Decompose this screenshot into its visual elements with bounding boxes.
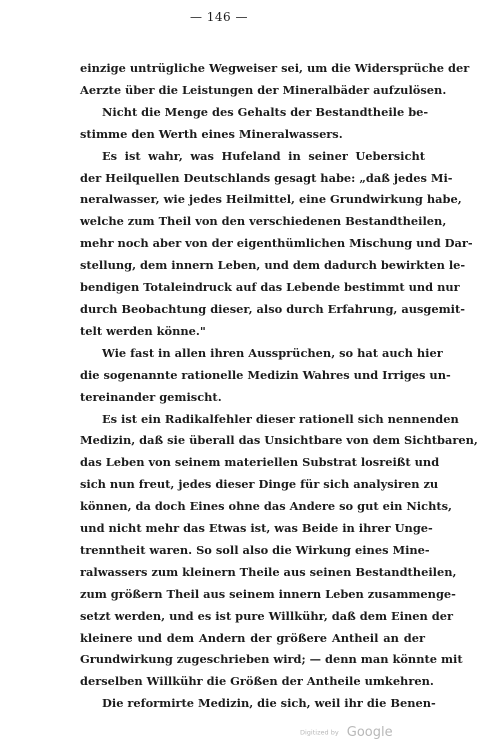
text-line: telt werden könne." bbox=[80, 323, 206, 338]
text-line: derselben Willkühr die Größen der Antheile umkehren. bbox=[80, 674, 434, 689]
body-text bbox=[80, 58, 478, 715]
text-line: bendigen Totaleindruck auf das Lebende bestimmt und nur bbox=[80, 280, 460, 295]
digitized-watermark bbox=[300, 722, 393, 741]
text-line: kleinere und dem Andern der größere Antheil an der bbox=[80, 630, 425, 645]
text-line: stellung, dem innern Leben, und dem dadurch bewirkten le- bbox=[80, 258, 466, 273]
text-line: sich nun freut, jedes dieser Dinge für sich analysiren zu bbox=[80, 477, 439, 492]
text-line: Grundwirkung zugeschrieben wird; — denn man könnte mit bbox=[80, 652, 463, 667]
text-line: Aerzte über die Leistungen der Mineralbäder aufzulösen. bbox=[80, 82, 447, 97]
text-line: Medizin, daß sie überall das Unsichtbare von dem Sichtbaren, bbox=[80, 433, 478, 448]
text-line: Wie fast in allen ihren Aussprüchen, so hat auch hier bbox=[102, 345, 443, 360]
text-line: stimme den Werth eines Mineralwassers. bbox=[80, 126, 343, 141]
text-line: durch Beobachtung dieser, also durch Erfahrung, ausgemit- bbox=[80, 301, 465, 316]
text-line: zum größern Theil aus seinem innern Leben zusammenge- bbox=[80, 586, 456, 601]
text-line: die sogenannte rationelle Medizin Wahres und Irriges un- bbox=[80, 367, 451, 382]
watermark-prefix: Digitized by bbox=[300, 728, 339, 737]
text-line: das Leben von seinem materiellen Substrat losreißt und bbox=[80, 455, 440, 470]
text-line: trenntheit waren. So soll also die Wirkung eines Mine- bbox=[80, 542, 430, 557]
text-line: setzt werden, und es ist pure Willkühr, daß dem Einen der bbox=[80, 608, 453, 623]
text-line: einzige untrügliche Wegweiser sei, um die Widersprüche der bbox=[80, 61, 470, 75]
text-line: Die reformirte Medizin, die sich, weil ihr die Benen- bbox=[102, 696, 436, 711]
text-line: mehr noch aber von der eigenthümlichen Mischung und Dar- bbox=[80, 236, 473, 251]
text-line: tereinander gemischt. bbox=[80, 389, 222, 404]
text-line: welche zum Theil von den verschiedenen Bestandtheilen, bbox=[80, 214, 447, 229]
text-line: und nicht mehr das Etwas ist, was Beide in ihrer Unge- bbox=[80, 521, 433, 536]
text-line: Nicht die Menge des Gehalts der Bestandtheile be- bbox=[102, 104, 429, 119]
text-line: Es ist ein Radikalfehler dieser rationell sich nennenden bbox=[102, 411, 459, 426]
google-logo: Google bbox=[346, 725, 393, 740]
text-line: Es ist wahr, was Hufeland in seiner Uebersicht bbox=[102, 148, 425, 163]
page-number: — 146 — bbox=[189, 10, 249, 24]
text-line: können, da doch Eines ohne das Andere so gut ein Nichts, bbox=[80, 499, 452, 514]
text-line: der Heilquellen Deutschlands gesagt habe: „daß jedes Mi- bbox=[80, 170, 453, 185]
text-line: neralwasser, wie jedes Heilmittel, eine Grundwirkung habe, bbox=[80, 192, 462, 207]
text-line: ralwassers zum kleinern Theile aus seinen Bestandtheilen, bbox=[80, 564, 457, 579]
